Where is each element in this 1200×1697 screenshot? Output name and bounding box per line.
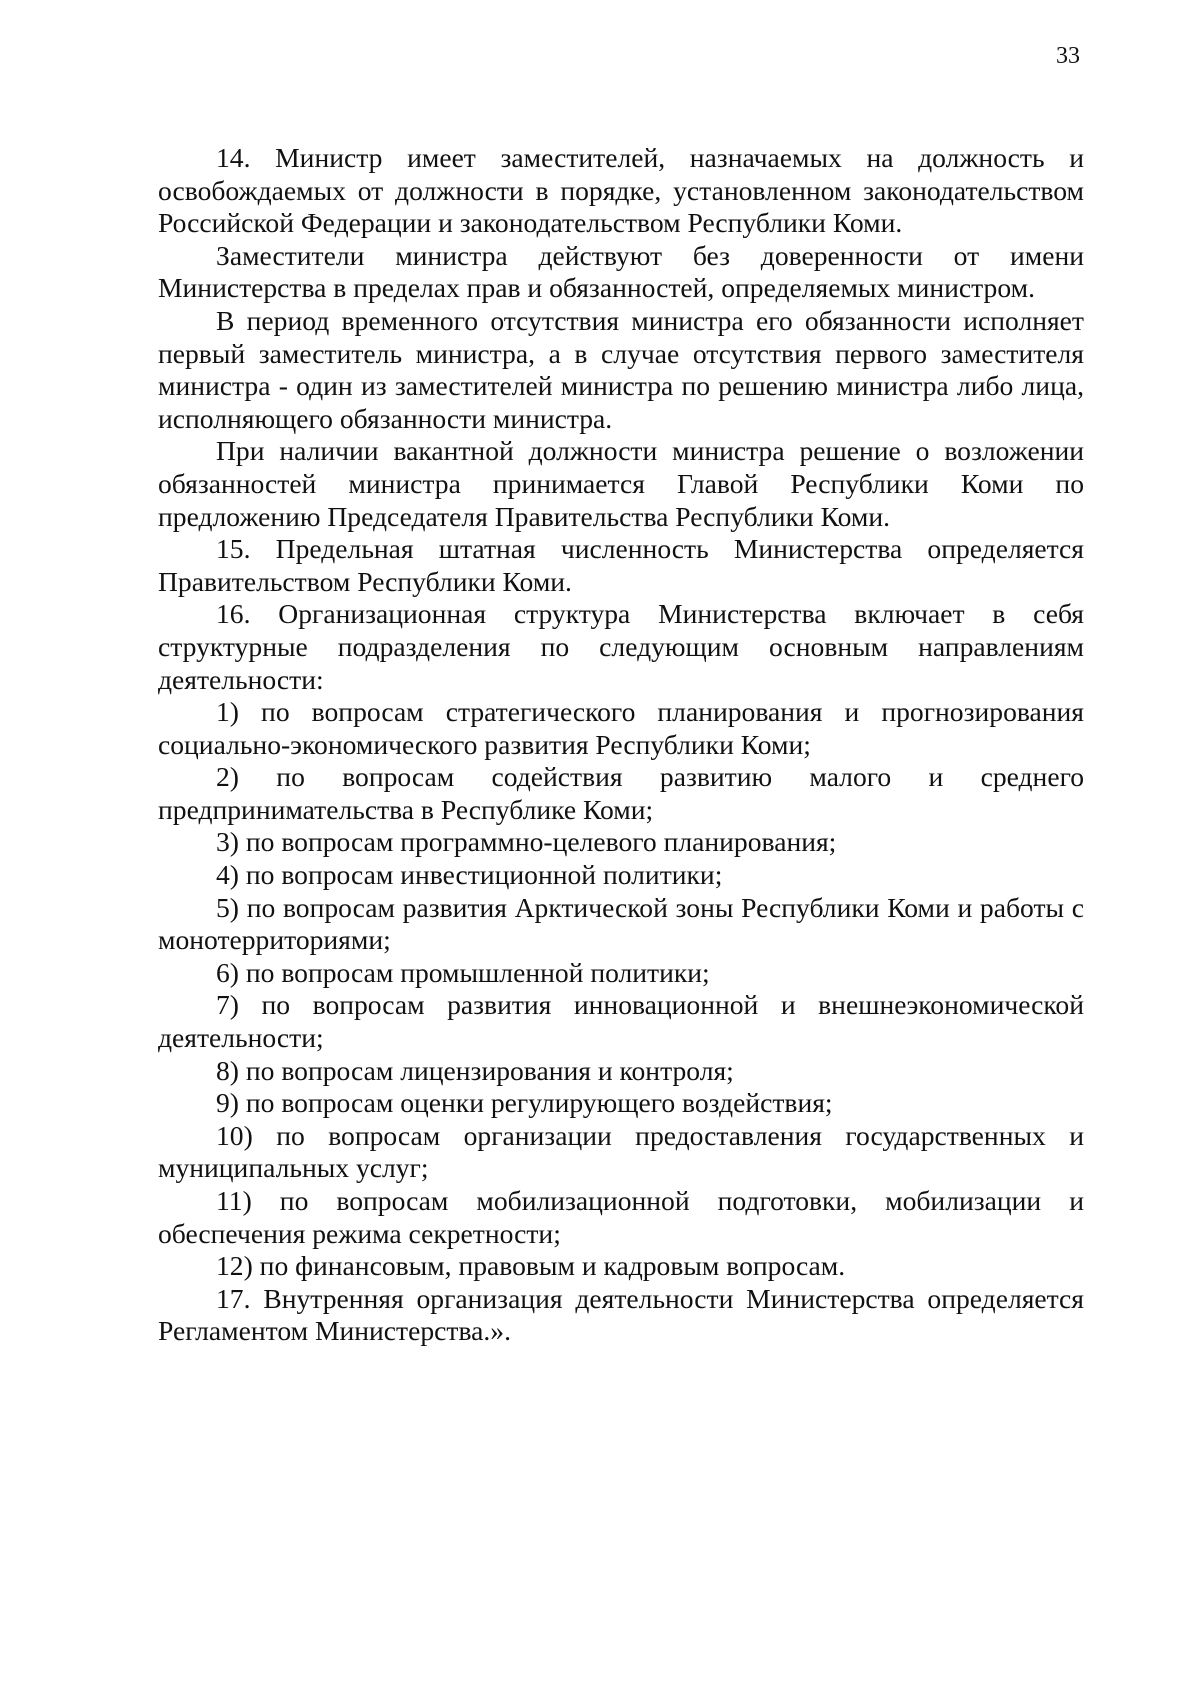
list-item-9: 9) по вопросам оценки регулирующего воздействия;: [216, 1087, 833, 1119]
document-body: [158, 142, 1084, 1348]
list-item-4: 4) по вопросам инвестиционной политики;: [216, 859, 723, 891]
list-item-11: 11) по вопросам мобилизационной подготовки, мобилизации и обеспечения режима секретности;: [158, 1185, 1084, 1249]
paragraph-15-staff-limit: 15. Предельная штатная численность Министерства определяется Правительством Республики Коми.: [158, 533, 1084, 597]
list-item-12: 12) по финансовым, правовым и кадровым вопросам.: [216, 1250, 846, 1282]
list-item-1: 1) по вопросам стратегического планирования и прогнозирования социально-экономического развития Республики Коми;: [158, 696, 1084, 760]
list-item-5: 5) по вопросам развития Арктической зоны Республики Коми и работы с монотерриториями;: [158, 891, 1084, 956]
paragraph-temporary-absence: В период временного отсутствия министра его обязанности исполняет первый заместитель министра, а в случае отсутствия первого заместителя министра - один из заместителей министра по решению министра либо лица, исполняющего обязанности министра.: [158, 304, 1084, 434]
list-item-3: 3) по вопросам программно-целевого планирования;: [216, 826, 837, 858]
list-item-6: 6) по вопросам промышленной политики;: [216, 956, 710, 988]
paragraph-16-structure: 16. Организационная структура Министерства включает в себя структурные подразделения по следующим основным направлениям деятельности:: [158, 598, 1084, 695]
list-item-7: 7) по вопросам развития инновационной и внешнеэкономической деятельности;: [158, 989, 1084, 1054]
list-item-2: 2) по вопросам содействия развитию малого и среднего предпринимательства в Республике Коми;: [158, 761, 1084, 825]
paragraph-14-deputies: 14. Министр имеет заместителей, назначаемых на должность и освобождаемых от должности в порядке, установленном законодательством Российской Федерации и законодательством Республики Коми.: [158, 142, 1084, 239]
page-number: 33: [1056, 43, 1080, 69]
paragraph-17-internal-organization: 17. Внутренняя организация деятельности Министерства определяется Регламентом Министерства.».: [158, 1282, 1084, 1347]
list-item-10: 10) по вопросам организации предоставления государственных и муниципальных услуг;: [158, 1119, 1084, 1184]
list-item-8: 8) по вопросам лицензирования и контроля;: [216, 1054, 734, 1086]
paragraph-deputies-authority: Заместители министра действуют без доверенности от имени Министерства в пределах прав и обязанностей, определяемых министром.: [158, 239, 1084, 304]
paragraph-vacant-position: При наличии вакантной должности министра решение о возложении обязанностей министра принимается Главой Республики Коми по предложению Председателя Правительства Республики Коми.: [158, 435, 1084, 532]
